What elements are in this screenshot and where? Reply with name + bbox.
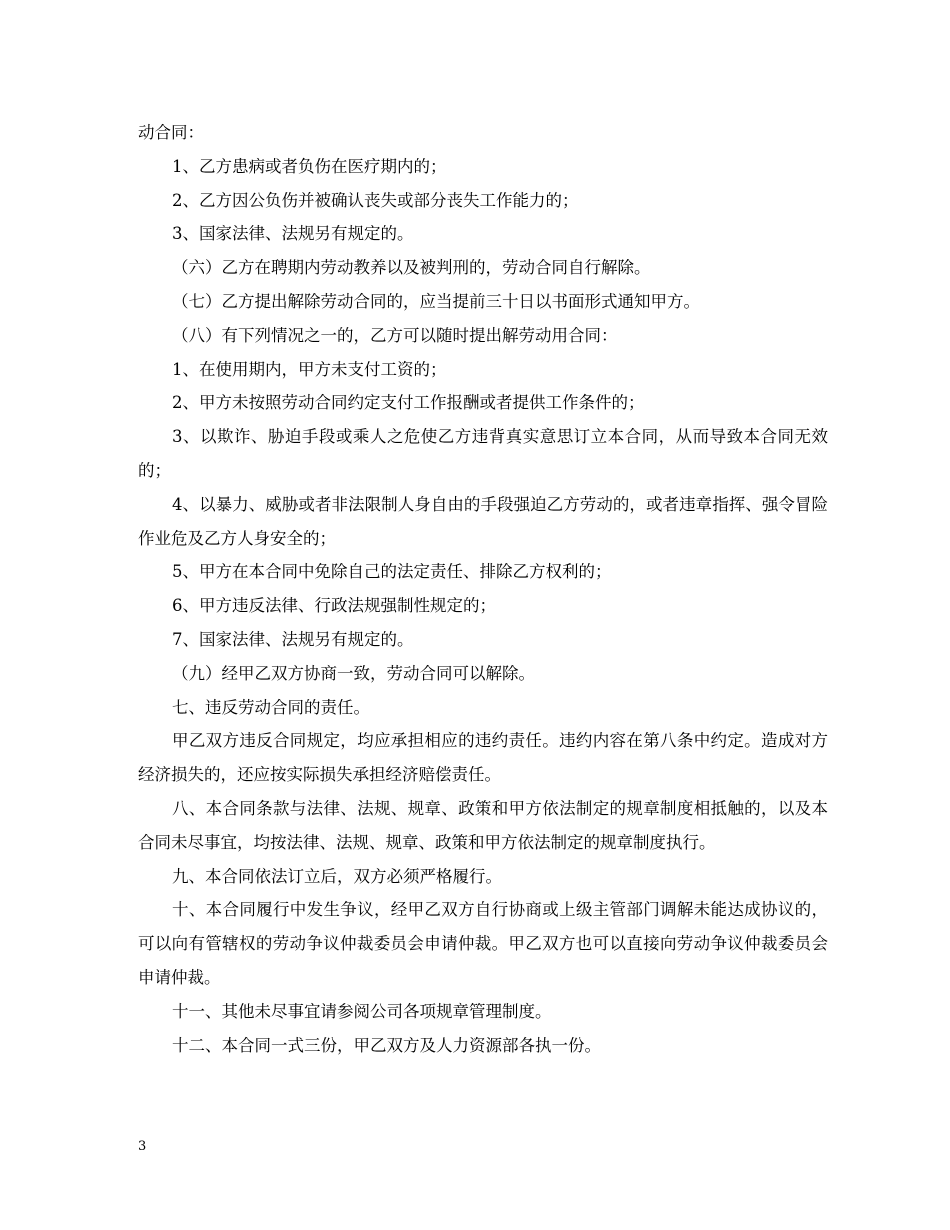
paragraph: 4、以暴力、威胁或者非法限制人身自由的手段强迫乙方劳动的，或者违章指挥、强令冒险作业危及乙方人身安全的；: [138, 494, 828, 548]
paragraph: 6、甲方违反法律、行政法规强制性规定的；: [172, 596, 496, 616]
paragraph: 八、本合同条款与法律、法规、规章、政策和甲方依法制定的规章制度相抵触的，以及本合同未尽事宜，均按法律、法规、规章、政策和甲方依法制定的规章制度执行。: [138, 798, 828, 852]
paragraph: 2、乙方因公负伤并被确认丧失或部分丧失工作能力的；: [172, 190, 579, 210]
paragraph: 3、以欺诈、胁迫手段或乘人之危使乙方违背真实意思订立本合同，从而导致本合同无效的；: [138, 427, 828, 480]
paragraph: 5、甲方在本合同中免除自己的法定责任、排除乙方权利的；: [172, 562, 612, 582]
document-body: [138, 116, 828, 1062]
paragraph: （九）经甲乙双方协商一致，劳动合同可以解除。: [172, 663, 535, 683]
paragraph: 2、甲方未按照劳动合同约定支付工作报酬或者提供工作条件的；: [172, 393, 645, 413]
paragraph: 十、本合同履行中发生争议，经甲乙双方自行协商或上级主管部门调解未能达成协议的，可以向有管辖权的劳动争议仲裁委员会申请仲裁。甲乙双方也可以直接向劳动争议仲裁委员会申请仲裁。: [138, 900, 828, 987]
paragraph: 十一、其他未尽事宜请参阅公司各项规章管理制度。: [172, 1001, 552, 1021]
paragraph: （七）乙方提出解除劳动合同的，应当提前三十日以书面形式通知甲方。: [172, 291, 700, 311]
paragraph: 动合同：: [138, 123, 204, 142]
paragraph: 七、违反劳动合同的责任。: [172, 697, 370, 717]
paragraph: 1、乙方患病或者负伤在医疗期内的；: [172, 156, 447, 176]
paragraph: 3、国家法律、法规另有规定的。: [172, 224, 414, 244]
paragraph: 十二、本合同一式三份，甲乙双方及人力资源部各执一份。: [172, 1035, 601, 1055]
paragraph: 九、本合同依法订立后，双方必须严格履行。: [172, 866, 502, 886]
paragraph: 1、在使用期内，甲方未支付工资的；: [172, 359, 447, 379]
page-number: 3: [138, 1139, 147, 1154]
paragraph: 甲乙双方违反合同规定，均应承担相应的违约责任。违约内容在第八条中约定。造成对方经济损失的，还应按实际损失承担经济赔偿责任。: [138, 731, 828, 785]
paragraph: （六）乙方在聘期内劳动教养以及被判刑的，劳动合同自行解除。: [172, 258, 651, 278]
paragraph: 7、国家法律、法规另有规定的。: [172, 629, 414, 649]
paragraph: （八）有下列情况之一的，乙方可以随时提出解劳动用合同：: [172, 325, 618, 345]
